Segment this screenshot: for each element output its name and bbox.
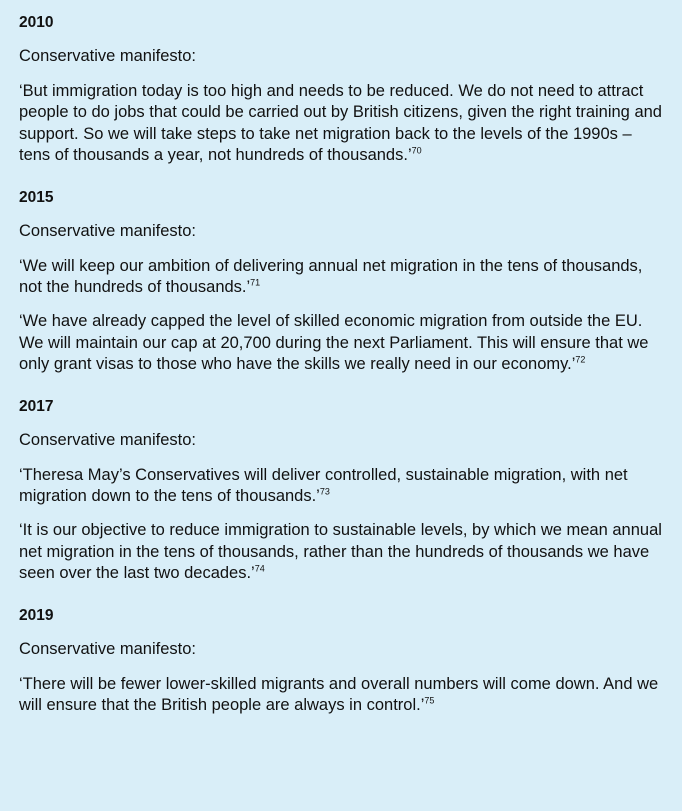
quote-text: ‘There will be fewer lower-skilled migrants and overall numbers will come down. And we will ensure that the British people are always in control.’ <box>19 674 659 715</box>
quote-text: ‘We will keep our ambition of delivering annual net migration in the tens of thousands, not the hundreds of thousands.’ <box>19 256 643 297</box>
footnote-ref: 74 <box>254 563 265 574</box>
quote <box>19 81 664 167</box>
quote <box>19 520 664 584</box>
quote <box>19 256 664 299</box>
section-2015 <box>19 188 664 376</box>
section-2010 <box>19 13 664 167</box>
section-label: Conservative manifesto: <box>19 47 196 65</box>
section-label: Conservative manifesto: <box>19 430 196 449</box>
quote-text: ‘Theresa May’s Conservatives will deliver controlled, sustainable migration, with net migration down to the tens of thousands.’ <box>19 465 628 506</box>
section-year: 2015 <box>19 188 54 206</box>
section-2017 <box>19 397 664 585</box>
footnote-ref: 71 <box>250 277 261 288</box>
section-year: 2019 <box>19 606 54 624</box>
section-year: 2017 <box>19 397 54 415</box>
quote-text: ‘But immigration today is too high and needs to be reduced. We do not need to attract people to do jobs that could be carried out by British citizens, given the right training and support. So we will take steps to take net migration back to the levels of the 1990s – tens of thousands a year, not hundreds of thousands.’ <box>19 82 662 165</box>
section-2019 <box>19 606 664 717</box>
quote <box>19 465 664 508</box>
quote <box>19 674 664 717</box>
quote-text: ‘We have already capped the level of skilled economic migration from outside the EU. We will maintain our cap at 20,700 during the next Parliament. This will ensure that we only grant visas to those who have the skills we really need in our economy.’ <box>19 312 649 374</box>
footnote-ref: 72 <box>575 354 586 365</box>
footnote-ref: 70 <box>411 145 422 156</box>
section-year: 2010 <box>19 14 54 31</box>
section-label: Conservative manifesto: <box>19 221 196 240</box>
footnote-ref: 73 <box>319 486 330 497</box>
quote-text: ‘It is our objective to reduce immigration to sustainable levels, by which we mean annual net migration in the tens of thousands, rather than the hundreds of thousands we have seen over the last two decades.’ <box>19 521 662 583</box>
footnote-ref: 75 <box>424 695 435 706</box>
section-label: Conservative manifesto: <box>19 639 196 658</box>
quote <box>19 311 664 375</box>
